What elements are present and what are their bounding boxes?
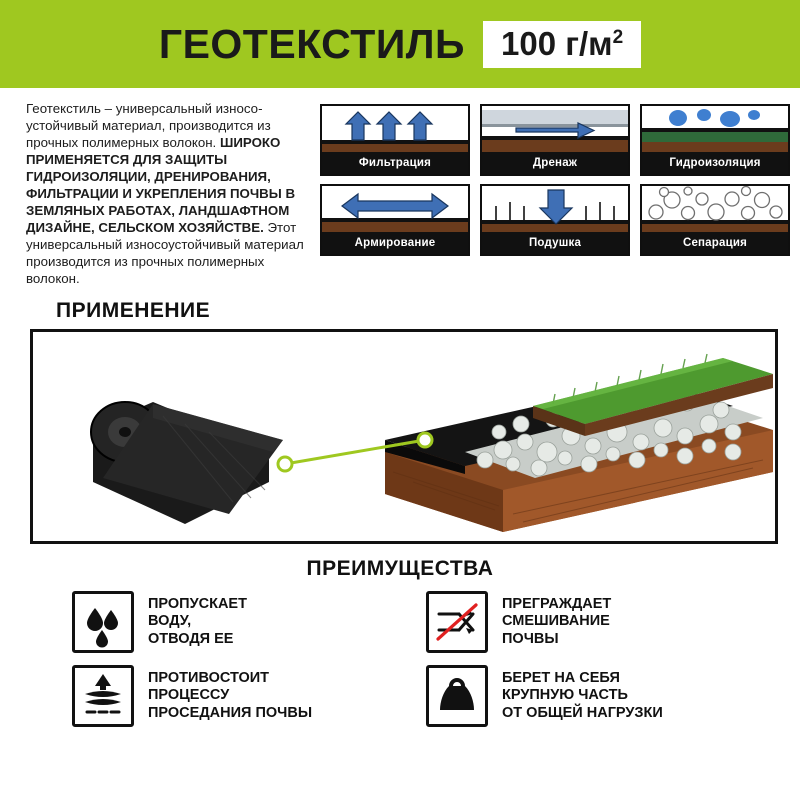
- feature-label: Сепарация: [642, 232, 788, 254]
- page-header: [0, 0, 800, 88]
- soil-layers-illustration: [385, 354, 773, 532]
- density-superscript: 2: [612, 26, 624, 48]
- feature-card-drainage: [480, 104, 630, 176]
- intro-text-part1: Геотекстиль – универсальный износо-устойчивый материал, производится из прочных полимерных волокон.: [26, 101, 271, 151]
- advantages-title: ПРЕИМУЩЕСТВА: [306, 557, 494, 581]
- advantage-item: [72, 665, 408, 727]
- intro-paragraph: [26, 100, 308, 287]
- connector-dot-left: [278, 457, 292, 471]
- water-drops-icon: [72, 591, 134, 653]
- weight-icon: [426, 665, 488, 727]
- feature-card-cushion: [480, 184, 630, 256]
- feature-label: Гидроизоляция: [642, 152, 788, 174]
- connector-dot-right: [418, 433, 432, 447]
- down-arrow-cushion-icon: [482, 186, 628, 232]
- application-illustration-box: [30, 329, 778, 544]
- water-drops-icon: [642, 106, 788, 152]
- feature-label: Фильтрация: [322, 152, 468, 174]
- compression-icon: [72, 665, 134, 727]
- advantage-text: ПРЕГРАЖДАЕТ СМЕШИВАНИЕ ПОЧВЫ: [502, 595, 612, 648]
- advantage-text: ПРОПУСКАЕТ ВОДУ, ОТВОДЯ ЕЕ: [148, 595, 247, 648]
- application-title: ПРИМЕНЕНИЕ: [56, 299, 211, 323]
- top-section: [0, 88, 800, 287]
- advantage-item: [72, 591, 408, 653]
- advantage-item: [426, 665, 762, 727]
- feature-label: Армирование: [322, 232, 468, 254]
- advantages-grid: [0, 591, 800, 727]
- intro-text-bold: ШИРОКО ПРИМЕНЯЕТСЯ ДЛЯ ЗАЩИТЫ ГИДРОИЗОЛЯЦИИ, ДРЕНИРОВАНИЯ, ФИЛЬТРАЦИИ И УКРЕПЛЕНИЯ ПОЧВЫ В ЗЕМЛЯНЫХ РАБОТАХ, ЛАНДШАФТНОМ ДИЗАЙНЕ, СЕЛЬСКОМ ХОЗЯЙСТВЕ.: [26, 135, 296, 236]
- density-value: 100 г/м: [501, 24, 613, 62]
- feature-card-waterproofing: [640, 104, 790, 176]
- feature-label: Дренаж: [482, 152, 628, 174]
- intro-text-part2: Этот универсальный износоустойчивый материал производится из прочных полимерных волокон.: [26, 220, 304, 287]
- geotextile-roll-photo: [91, 402, 283, 524]
- up-arrows-icon: [322, 106, 468, 152]
- density-badge: [483, 21, 641, 68]
- no-mixing-icon: [426, 591, 488, 653]
- double-arrow-icon: [322, 186, 468, 232]
- advantage-text: ПРОТИВОСТОИТ ПРОЦЕССУ ПРОСЕДАНИЯ ПОЧВЫ: [148, 669, 313, 722]
- advantage-text: БЕРЕТ НА СЕБЯ КРУПНУЮ ЧАСТЬ ОТ ОБЩЕЙ НАГРУЗКИ: [502, 669, 663, 722]
- feature-card-separation: [640, 184, 790, 256]
- advantage-item: [426, 591, 762, 653]
- right-arrow-icon: [482, 106, 628, 152]
- gravel-separation-icon: [642, 186, 788, 232]
- application-illustration: [33, 332, 778, 541]
- feature-card-filtration: [320, 104, 470, 176]
- feature-grid: [320, 100, 790, 287]
- page-title: ГЕОТЕКСТИЛЬ: [158, 20, 466, 67]
- feature-card-reinforcement: [320, 184, 470, 256]
- feature-label: Подушка: [482, 232, 628, 254]
